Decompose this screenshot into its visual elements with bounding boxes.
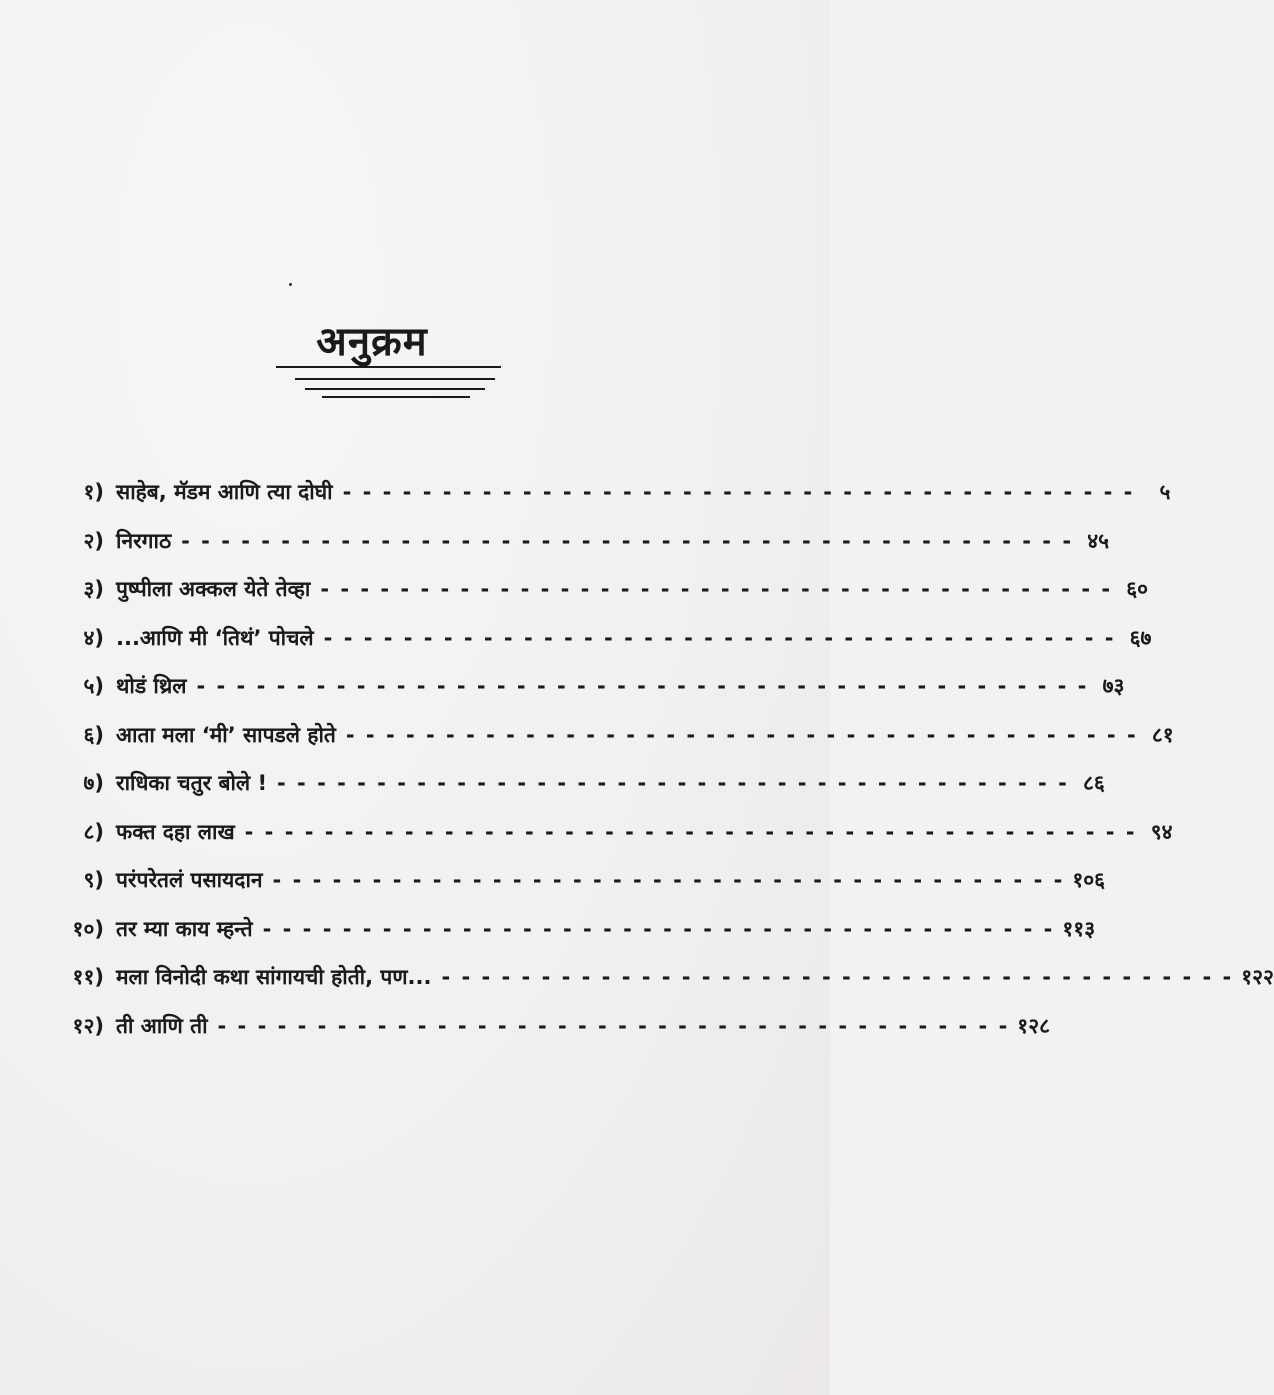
title-underline-3 (305, 388, 485, 390)
entry-number: ११) (72, 965, 104, 989)
page-title: अनुक्रम (316, 319, 428, 365)
entry-number: १) (83, 480, 104, 504)
entry-title: तर म्या काय म्हन्ते (116, 916, 253, 941)
entry-page: ८६ (1082, 771, 1105, 795)
toc-entry (58, 478, 1171, 527)
entry-number: २) (83, 528, 104, 553)
leader-dashes: - - - - - - - - - - - - - - - - - - - - - - - - - - - - - - - - - - - - - - - - (277, 771, 1069, 795)
entry-title: थोडं थ्रिल (116, 674, 187, 698)
ink-speck (289, 283, 292, 286)
entry-number: ४) (83, 625, 104, 650)
entry-page: ७३ (1102, 674, 1125, 698)
entry-page: ५ (1159, 480, 1171, 504)
toc-entry (58, 672, 1125, 721)
title-underline-2 (295, 378, 495, 380)
entry-page: ११३ (1062, 916, 1096, 941)
leader-dashes: - - - - - - - - - - - - - - - - - - - - - - - - - - - - - - - - - - - - - - - - (441, 965, 1234, 989)
leader-dashes: - - - - - - - - - - - - - - - - - - - - - - - - - - - - - - - - - - - - - - - - (323, 625, 1116, 650)
leader-dashes: - - - - - - - - - - - - - - - - - - - - - - - - - - - - - - - - - - - - - - - - (262, 916, 1055, 941)
entry-number: ९) (83, 868, 104, 892)
entry-title: साहेब, मॅडम आणि त्या दोघी (116, 480, 333, 504)
toc-entry (58, 769, 1105, 818)
entry-page: ६० (1126, 577, 1149, 601)
entry-title: आता मला ‘मी’ सापडले होते (116, 722, 336, 747)
toc-entry (58, 575, 1149, 624)
entry-page: १०६ (1072, 868, 1106, 892)
toc-entry (58, 866, 1106, 915)
toc-entry (58, 818, 1173, 867)
leader-dashes: - - - - - - - - - - - - - - - - - - - - - - - - - - - - - - - - - - - - - - - - - - - - - (181, 528, 1074, 553)
entry-title: राधिका चतुर बोले ! (116, 771, 268, 795)
entry-page: १२८ (1017, 1013, 1051, 1038)
toc-entry (58, 1012, 1051, 1061)
entry-page: ४५ (1087, 528, 1110, 553)
leader-dashes: - - - - - - - - - - - - - - - - - - - - - - - - - - - - - - - - - - - - - - - - (272, 868, 1065, 892)
leader-dashes: - - - - - - - - - - - - - - - - - - - - - - - - - - - - - - - - - - - - - - - - (345, 722, 1138, 747)
toc-entry (58, 527, 1110, 576)
toc-entry (58, 915, 1096, 964)
toc-entry (58, 721, 1174, 770)
leader-dashes: - - - - - - - - - - - - - - - - - - - - - - - - - - - - - - - - - - - - - - - - (217, 1013, 1010, 1038)
entry-number: ७) (83, 771, 104, 795)
entry-number: ८) (83, 819, 104, 844)
toc-entry (58, 624, 1152, 673)
table-of-contents (58, 478, 1274, 1060)
leader-dashes: - - - - - - - - - - - - - - - - - - - - - - - - - - - - - - - - - - - - - - - - (320, 577, 1113, 601)
leader-dashes: - - - - - - - - - - - - - - - - - - - - - - - - - - - - - - - - - - - - - - - - (342, 480, 1135, 504)
entry-number: ३) (83, 577, 104, 601)
entry-number: ५) (83, 674, 104, 698)
entry-page: ९४ (1150, 819, 1173, 844)
toc-entry (58, 963, 1274, 1012)
entry-title: ...आणि मी ‘तिथं’ पोचले (116, 625, 314, 650)
entry-title: मला विनोदी कथा सांगायची होती, पण... (116, 965, 432, 989)
entry-title: पुष्पीला अक्कल येते तेव्हा (116, 577, 311, 601)
entry-number: १०) (72, 916, 104, 941)
entry-page: ८१ (1151, 722, 1174, 747)
entry-page: ६७ (1129, 625, 1152, 650)
title-underline-4 (322, 396, 470, 398)
leader-dashes: - - - - - - - - - - - - - - - - - - - - - - - - - - - - - - - - - - - - - - - - - - - - - (196, 674, 1089, 698)
entry-title: फक्त दहा लाख (116, 819, 235, 844)
entry-page: १२२ (1241, 965, 1274, 989)
entry-title: निरगाठ (116, 528, 172, 553)
entry-number: १२) (72, 1013, 104, 1038)
entry-title: ती आणि ती (116, 1013, 208, 1038)
title-underline-1 (276, 366, 501, 368)
leader-dashes: - - - - - - - - - - - - - - - - - - - - - - - - - - - - - - - - - - - - - - - - - - - - - (244, 819, 1137, 844)
entry-number: ६) (83, 722, 104, 747)
entry-title: परंपरेतलं पसायदान (116, 868, 263, 892)
